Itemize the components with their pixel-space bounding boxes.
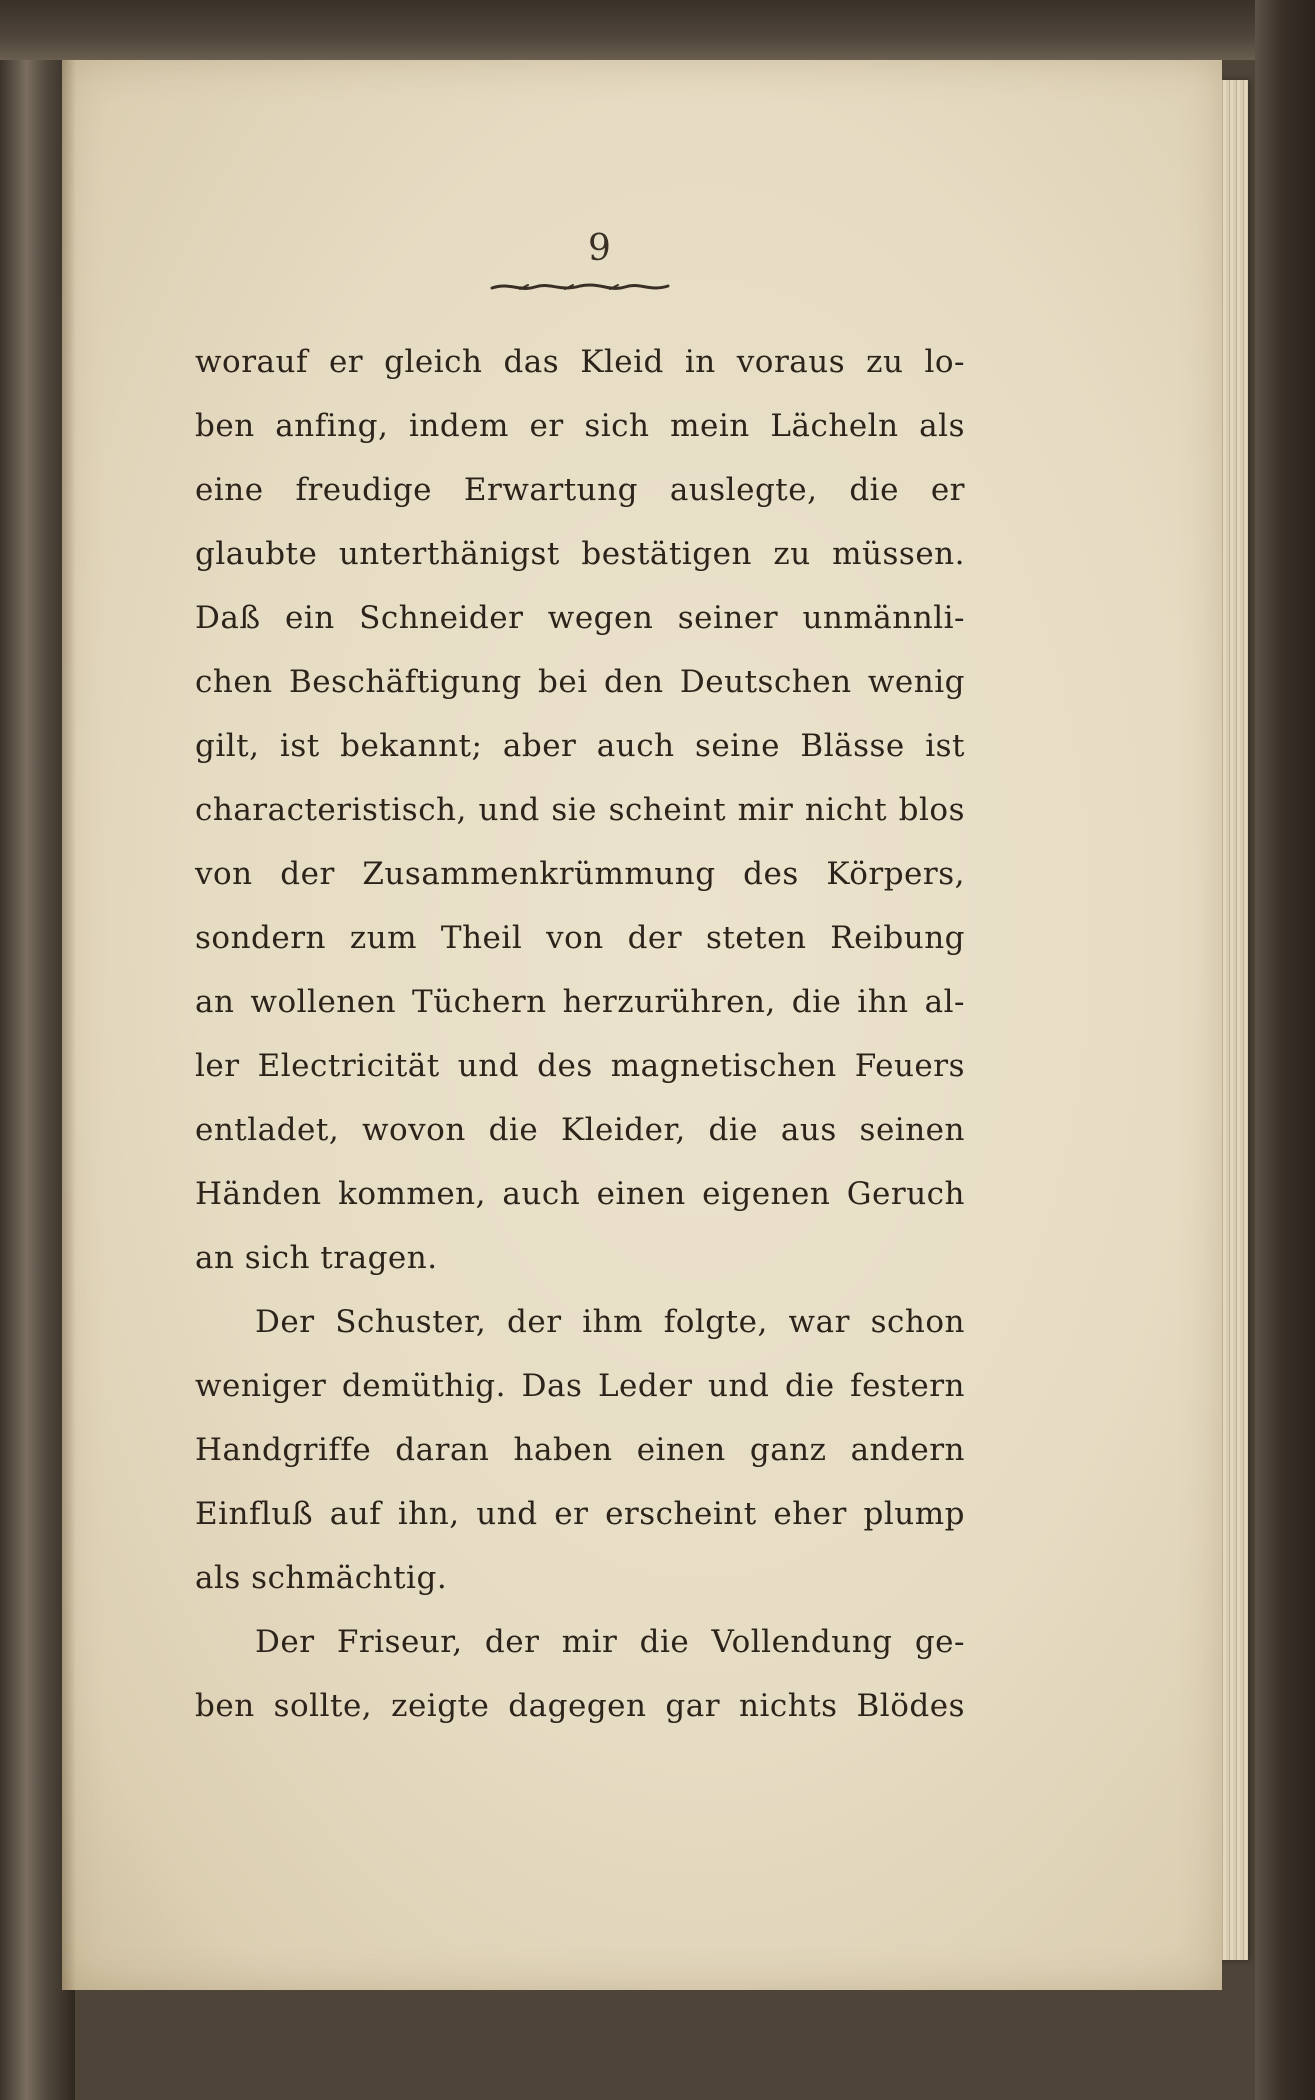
text-line: weniger demüthig. Das Leder und die festern bbox=[195, 1368, 965, 1404]
text-line: an sich tragen. bbox=[195, 1240, 438, 1276]
book-cover-edge bbox=[1255, 0, 1315, 2100]
text-line: Einfluß auf ihn, und er erscheint eher plump bbox=[195, 1496, 965, 1532]
text-line: Handgriffe daran haben einen ganz andern bbox=[195, 1432, 965, 1468]
text-line: gilt, ist bekannt; aber auch seine Blässe ist bbox=[195, 728, 965, 764]
text-line: Daß ein Schneider wegen seiner unmännli- bbox=[195, 600, 965, 636]
text-line: worauf er gleich das Kleid in voraus zu lo- bbox=[195, 344, 965, 380]
text-line: ler Electricität und des magnetischen Feuers bbox=[195, 1048, 965, 1084]
body-text bbox=[195, 330, 965, 1738]
text-line: an wollenen Tüchern herzurühren, die ihn al- bbox=[195, 984, 965, 1020]
page-gutter bbox=[62, 60, 76, 1990]
text-line: chen Beschäftigung bei den Deutschen wenig bbox=[195, 664, 965, 700]
text-line: entladet, wovon die Kleider, die aus seinen bbox=[195, 1112, 965, 1148]
text-line: characteristisch, und sie scheint mir nicht blos bbox=[195, 792, 965, 828]
text-line: von der Zusammenkrümmung des Körpers, bbox=[195, 856, 965, 892]
text-line: sondern zum Theil von der steten Reibung bbox=[195, 920, 965, 956]
text-line: Der Schuster, der ihm folgte, war schon bbox=[255, 1304, 965, 1340]
text-line: als schmächtig. bbox=[195, 1560, 448, 1596]
text-line: ben sollte, zeigte dagegen gar nichts Blödes bbox=[195, 1688, 965, 1724]
text-line: Der Friseur, der mir die Vollendung ge- bbox=[255, 1624, 965, 1660]
text-line: eine freudige Erwartung auslegte, die er bbox=[195, 472, 965, 508]
binding-top-edge bbox=[0, 0, 1315, 60]
page-number: 9 bbox=[588, 228, 611, 269]
ornament-rule bbox=[490, 280, 670, 294]
text-line: ben anfing, indem er sich mein Lächeln als bbox=[195, 408, 965, 444]
text-line: glaubte unterthänigst bestätigen zu müssen. bbox=[195, 536, 965, 572]
text-line: Händen kommen, auch einen eigenen Geruch bbox=[195, 1176, 965, 1212]
